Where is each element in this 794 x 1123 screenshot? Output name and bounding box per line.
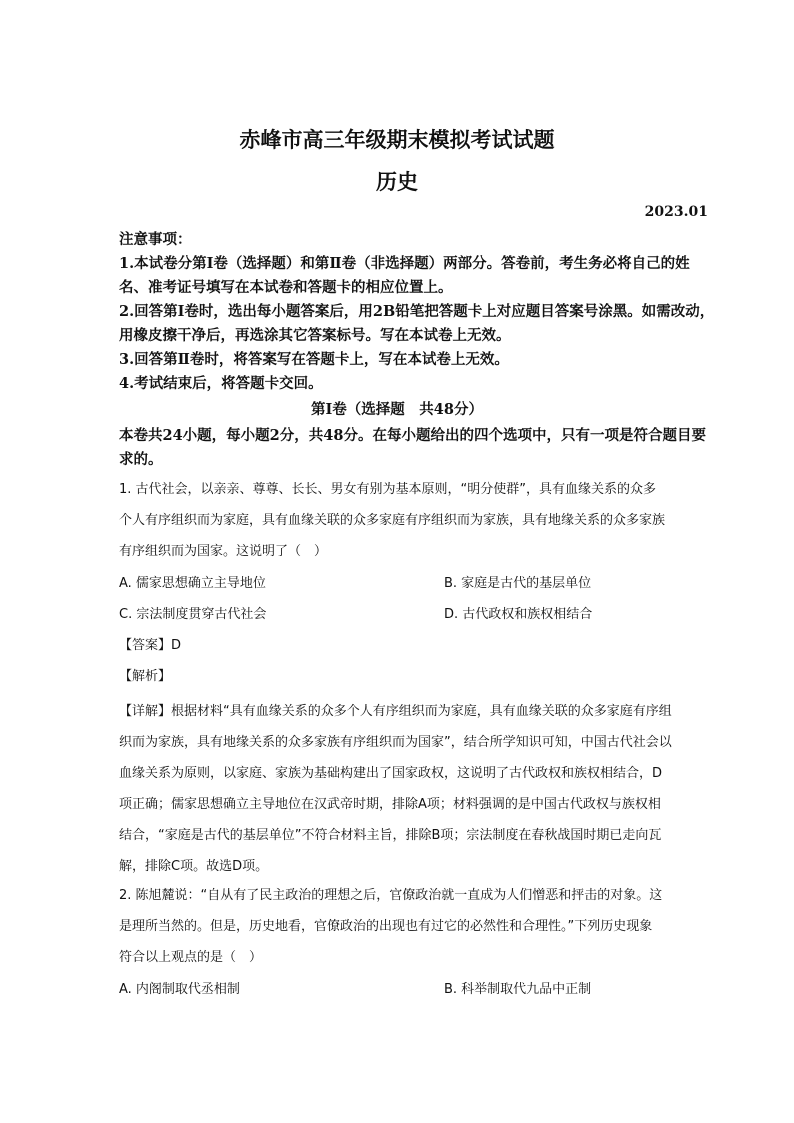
question-stem-line: 是理所当然的。但是，历史地看，官僚政治的出现也有过它的必然性和合理性。”下列历史现象 xyxy=(119,919,653,934)
question-stem-line: 2. 陈旭麓说：“自从有了民主政治的理想之后，官僚政治就一直成为人们憎恶和抨击的对象。这 xyxy=(119,888,663,903)
question-stem-line: 有序组织而为国家。这说明了（ ） xyxy=(119,544,328,559)
analysis-line: 血缘关系为原则，以家庭、家族为基础构建出了国家政权，这说明了古代政权和族权相结合，D xyxy=(119,766,663,781)
analysis-line: 【详解】根据材料“具有血缘关系的众多个人有序组织而为家庭，具有血缘关联的众多家庭有序组 xyxy=(119,704,672,719)
question-2-option-b: B. 科举制取代九品中正制 xyxy=(444,982,592,997)
question-stem-line: 符合以上观点的是（ ） xyxy=(119,950,263,965)
analysis-line: 结合，“家庭是古代的基层单位”不符合材料主旨，排除B项；宗法制度在春秋战国时期已走向瓦 xyxy=(119,828,662,843)
subject-title: 历史 xyxy=(376,169,418,194)
notice-item: 1.本试卷分第Ⅰ卷（选择题）和第Ⅱ卷（非选择题）两部分。答卷前，考生务必将自己的姓名、准考证号填写在本试卷和答题卡的相应位置上。 xyxy=(119,255,690,296)
analysis-line: 解，排除C项。故选D项。 xyxy=(119,859,269,874)
section-description: 本卷共24小题，每小题2分，共48分。在每小题给出的四个选项中，只有一项是符合题目要求的。 xyxy=(119,427,706,468)
exam-title: 赤峰市高三年级期末模拟考试试题 xyxy=(239,127,555,152)
question-1-option-a: A. 儒家思想确立主导地位 xyxy=(119,576,266,591)
question-stem-line: 个人有序组织而为家庭，具有血缘关联的众多家庭有序组织而为家族，具有地缘关系的众多家族 xyxy=(119,513,666,528)
question-1-option-b: B. 家庭是古代的基层单位 xyxy=(444,576,592,591)
exam-date: 2023.01 xyxy=(644,204,708,220)
section-title: 第Ⅰ卷（选择题 共48分） xyxy=(311,401,483,418)
question-1-answer: 【答案】D xyxy=(119,638,182,653)
notice-heading: 注意事项： xyxy=(119,231,192,248)
question-stem-line: 1. 古代社会，以亲亲、尊尊、长长、男女有别为基本原则，“明分使群”，具有血缘关系的众多 xyxy=(119,482,657,497)
notice-item: 2.回答第Ⅰ卷时，选出每小题答案后，用2B铅笔把答题卡上对应题目答案号涂黑。如需改动，用橡皮擦干净后，再选涂其它答案标号。写在本试卷上无效。 xyxy=(119,303,715,344)
analysis-line: 织而为家族，具有地缘关系的众多家族有序组织而为国家”，结合所学知识可知，中国古代社会以 xyxy=(119,735,672,750)
question-1-option-c: C. 宗法制度贯穿古代社会 xyxy=(119,607,267,622)
question-2-option-a: A. 内阁制取代丞相制 xyxy=(119,982,240,997)
question-1-stem xyxy=(119,474,715,567)
question-2-stem xyxy=(119,880,715,973)
question-1-analysis-heading: 【解析】 xyxy=(119,669,172,684)
notice-item: 3.回答第Ⅱ卷时，将答案写在答题卡上，写在本试卷上无效。 xyxy=(119,351,509,368)
notice-item: 4.考试结束后，将答题卡交回。 xyxy=(119,375,323,392)
notice-list xyxy=(119,252,715,396)
question-1-analysis xyxy=(119,696,715,882)
analysis-line: 项正确；儒家思想确立主导地位在汉武帝时期，排除A项；材料强调的是中国古代政权与族权相 xyxy=(119,797,661,812)
question-1-option-d: D. 古代政权和族权相结合 xyxy=(444,607,593,622)
